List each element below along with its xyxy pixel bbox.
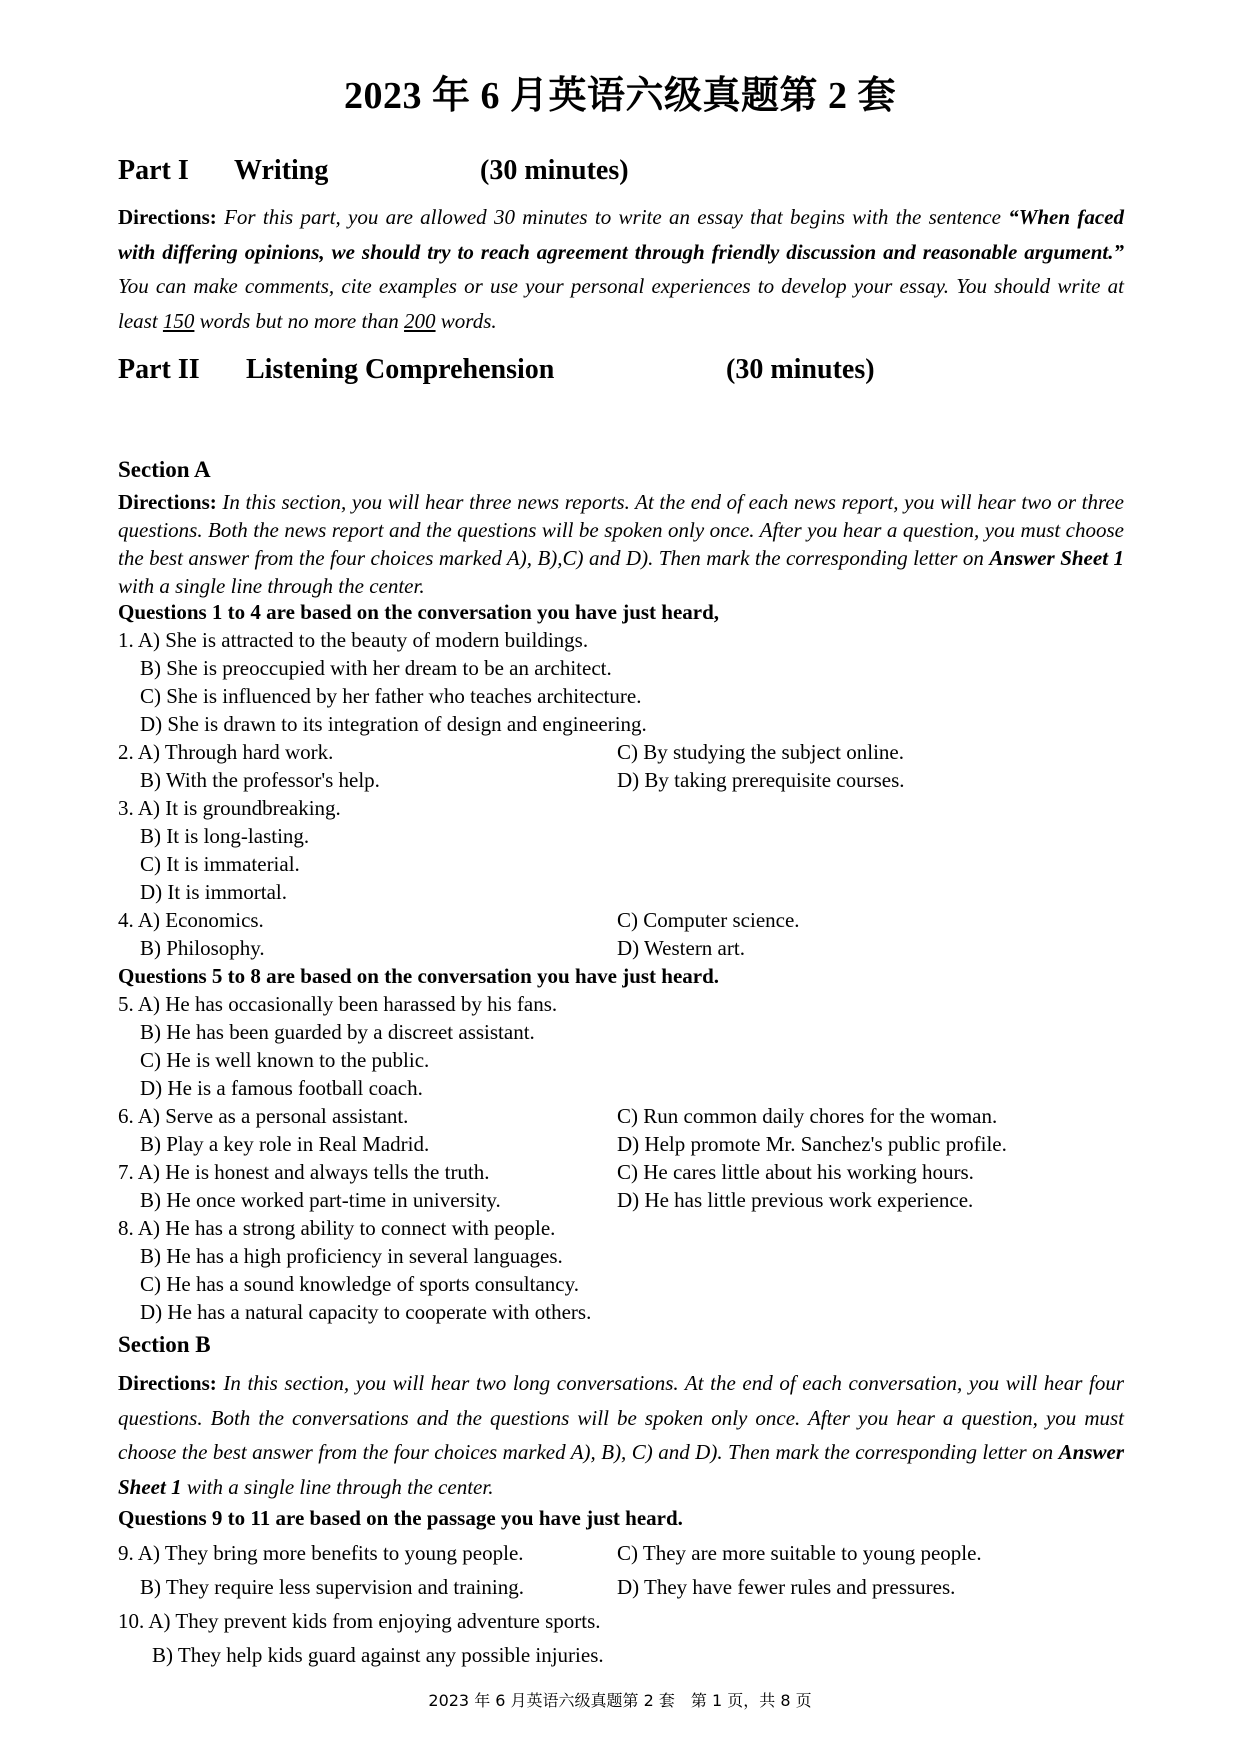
questions-1-4-heading: Questions 1 to 4 are based on the conversation you have just heard, bbox=[118, 600, 720, 624]
q4-option-b: B) Philosophy. bbox=[140, 936, 265, 960]
part-2-label: Part II bbox=[118, 354, 200, 385]
section-b-heading: Section B bbox=[118, 1332, 211, 1357]
q1-option-b: B) She is preoccupied with her dream to be an architect. bbox=[140, 656, 612, 680]
max-words: 200 bbox=[404, 308, 436, 333]
q1-option-d: D) She is drawn to its integration of design and engineering. bbox=[140, 712, 647, 736]
section-b-directions bbox=[118, 1366, 1124, 1504]
directions-text: with a single line through the center. bbox=[118, 574, 425, 598]
directions-text: In this section, you will hear three news reports. At the end of each news report, you will hear two or three questions. Both the news report and the questions will be spoken only once. After you hear a question, you must choose the best answer from the four choices marked A), B),C) and D). Then mark the corresponding letter on bbox=[118, 490, 1124, 570]
directions-text: For this part, you are allowed 30 minutes to write an essay that begins with the sentence bbox=[216, 205, 1009, 229]
directions-text: You can make comments, cite examples or use your personal experiences to develop your essay. You should write at least bbox=[118, 274, 1124, 333]
q8-option-a: 8. A) He has a strong ability to connect with people. bbox=[118, 1216, 556, 1240]
directions-label: Directions: bbox=[118, 490, 217, 514]
q5-option-d: D) He is a famous football coach. bbox=[140, 1076, 423, 1100]
q7-option-b: B) He once worked part-time in university. bbox=[140, 1188, 501, 1212]
q2-option-d: D) By taking prerequisite courses. bbox=[617, 768, 905, 792]
q4-option-d: D) Western art. bbox=[617, 936, 745, 960]
part-1-directions bbox=[118, 200, 1124, 338]
q7-option-d: D) He has little previous work experience. bbox=[617, 1188, 974, 1212]
q6-option-c: C) Run common daily chores for the woman. bbox=[617, 1104, 998, 1128]
q6-option-a: 6. A) Serve as a personal assistant. bbox=[118, 1104, 409, 1128]
questions-9-11-heading: Questions 9 to 11 are based on the passage you have just heard. bbox=[118, 1506, 683, 1530]
q6-option-d: D) Help promote Mr. Sanchez's public profile. bbox=[617, 1132, 1007, 1156]
q10-option-b: B) They help kids guard against any possible injuries. bbox=[152, 1643, 604, 1667]
q8-option-b: B) He has a high proficiency in several languages. bbox=[140, 1244, 563, 1268]
part-2-time: (30 minutes) bbox=[726, 354, 875, 385]
essay-prompt-quote: “When faced with differing opinions, we should try to reach agreement through friendly discussion and reasonable argument.” bbox=[118, 205, 1124, 264]
section-a-heading: Section A bbox=[118, 457, 211, 482]
q2-option-c: C) By studying the subject online. bbox=[617, 740, 904, 764]
part-1-time: (30 minutes) bbox=[480, 155, 629, 186]
questions-5-8-heading: Questions 5 to 8 are based on the conversation you have just heard. bbox=[118, 964, 720, 988]
directions-label: Directions: bbox=[118, 1371, 217, 1395]
q6-option-b: B) Play a key role in Real Madrid. bbox=[140, 1132, 430, 1156]
q3-option-c: C) It is immaterial. bbox=[140, 852, 300, 876]
page-title: 2023 年 6 月英语六级真题第 2 套 bbox=[343, 75, 896, 117]
answer-sheet-ref: Answer Sheet 1 bbox=[118, 1440, 1124, 1499]
q2-option-a: 2. A) Through hard work. bbox=[118, 740, 334, 764]
directions-text: with a single line through the center. bbox=[181, 1474, 494, 1499]
q2-option-b: B) With the professor's help. bbox=[140, 768, 380, 792]
part-1-name: Writing bbox=[234, 155, 329, 186]
q9-option-d: D) They have fewer rules and pressures. bbox=[617, 1575, 956, 1599]
page-footer: 2023 年 6 月英语六级真题第 2 套 第 1 页，共 8 页 bbox=[428, 1691, 812, 1710]
q7-option-c: C) He cares little about his working hours. bbox=[617, 1160, 974, 1184]
q4-option-a: 4. A) Economics. bbox=[118, 908, 264, 932]
q5-option-a: 5. A) He has occasionally been harassed by his fans. bbox=[118, 992, 558, 1016]
q1-option-c: C) She is influenced by her father who teaches architecture. bbox=[140, 684, 642, 708]
directions-text: words. bbox=[435, 308, 497, 333]
q3-option-b: B) It is long-lasting. bbox=[140, 824, 310, 848]
q8-option-d: D) He has a natural capacity to cooperate with others. bbox=[140, 1300, 592, 1324]
q8-option-c: C) He has a sound knowledge of sports consultancy. bbox=[140, 1272, 579, 1296]
q7-option-a: 7. A) He is honest and always tells the truth. bbox=[118, 1160, 490, 1184]
q3-option-d: D) It is immortal. bbox=[140, 880, 287, 904]
q5-option-b: B) He has been guarded by a discreet assistant. bbox=[140, 1020, 535, 1044]
q5-option-c: C) He is well known to the public. bbox=[140, 1048, 430, 1072]
answer-sheet-ref: Answer Sheet 1 bbox=[989, 546, 1124, 570]
q4-option-c: C) Computer science. bbox=[617, 908, 800, 932]
q9-option-a: 9. A) They bring more benefits to young people. bbox=[118, 1541, 524, 1565]
min-words: 150 bbox=[162, 308, 195, 333]
q10-option-a: 10. A) They prevent kids from enjoying adventure sports. bbox=[118, 1609, 601, 1633]
q9-option-c: C) They are more suitable to young people. bbox=[617, 1541, 982, 1565]
q9-option-b: B) They require less supervision and training. bbox=[140, 1575, 524, 1599]
directions-text: In this section, you will hear two long conversations. At the end of each conversation, you will hear four questions. Both the conversations and the questions will be spoken only once. After you hear a question, you must choose the best answer from the four choices marked A), B), C) and D). Then mark the corresponding letter on bbox=[118, 1371, 1124, 1464]
q3-option-a: 3. A) It is groundbreaking. bbox=[118, 796, 341, 820]
directions-text: words but no more than bbox=[194, 308, 405, 333]
part-2-name: Listening Comprehension bbox=[246, 354, 555, 385]
q1-option-a: 1. A) She is attracted to the beauty of modern buildings. bbox=[118, 628, 589, 652]
part-1-label: Part I bbox=[118, 155, 189, 186]
section-a-directions bbox=[118, 488, 1124, 600]
directions-label: Directions: bbox=[118, 205, 217, 229]
